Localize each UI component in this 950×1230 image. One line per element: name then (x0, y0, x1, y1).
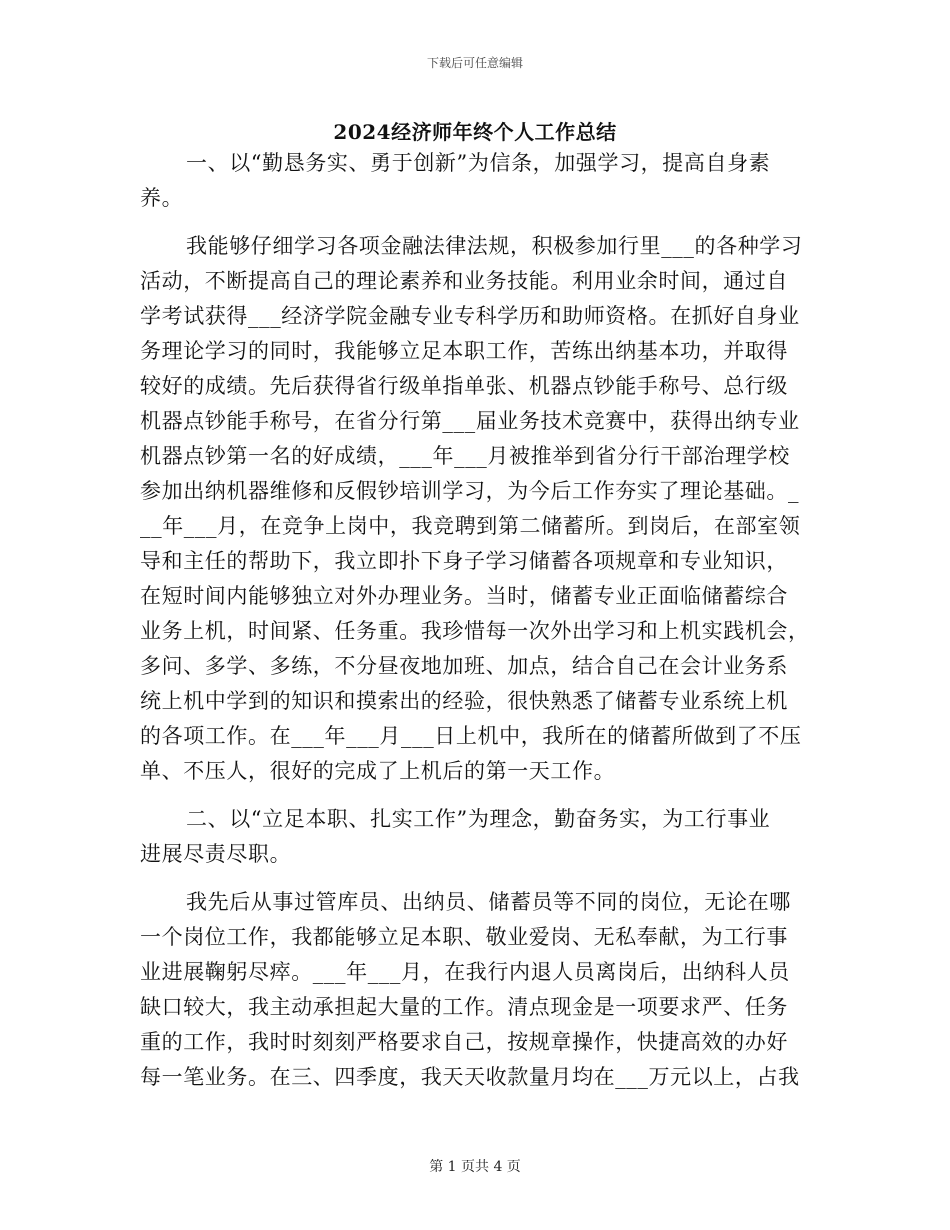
body-line-3: 我能够仔细学习各项金融法律法规，积极参加行里___的各种学习 (186, 234, 803, 258)
body-line-7: 较好的成绩。先后获得省行级单指单张、机器点钞能手称号、总行级 (140, 374, 788, 398)
body-line-21: 我先后从事过管库员、出纳员、储蓄员等不同的岗位，无论在哪 (186, 890, 791, 914)
body-line-25: 重的工作，我时时刻刻严格要求自己，按规章操作，快捷高效的办好 (140, 1030, 788, 1054)
body-line-18: 单、不压人，很好的完成了上机后的第一天工作。 (140, 759, 616, 783)
body-line-22: 一个岗位工作，我都能够立足本职、敬业爱岗、无私奉献，为工行事 (140, 925, 788, 949)
document-body (140, 146, 810, 1095)
body-line-5: 学考试获得___经济学院金融专业专科学历和助师资格。在抓好自身业 (140, 304, 800, 328)
body-line-9: 机器点钞第一名的好成绩，___年___月被推举到省分行干部治理学校 (140, 444, 790, 468)
body-line-14: 业务上机，时间紧、任务重。我珍惜每一次外出学习和上机实践机会， (140, 619, 810, 643)
body-line-4: 活动，不断提高自己的理论素养和业务技能。利用业余时间，通过自 (140, 269, 788, 293)
document-title: 2024经济师年终个人工作总结 (333, 120, 617, 144)
body-line-24: 缺口较大，我主动承担起大量的工作。清点现金是一项要求严、任务 (140, 995, 788, 1019)
body-line-6: 务理论学习的同时，我能够立足本职工作，苦练出纳基本功，并取得 (140, 339, 788, 363)
body-line-11: __年___月，在竞争上岗中，我竞聘到第二储蓄所。到岗后，在部室领 (140, 514, 801, 538)
body-line-8: 机器点钞能手称号，在省分行第___届业务技术竞赛中，获得出纳专业 (140, 409, 800, 433)
body-line-20: 进展尽责尽职。 (140, 842, 292, 866)
body-line-2: 养。 (140, 186, 184, 210)
body-line-19: 二、以“立足本职、扎实工作”为理念，勤奋务实，为工行事业 (186, 807, 771, 831)
body-line-1: 一、以“勤恳务实、勇于创新”为信条，加强学习，提高自身素 (186, 151, 771, 175)
page-number: 第 1 页共 4 页 (429, 1159, 521, 1175)
body-line-17: 的各项工作。在___年___月___日上机中，我所在的储蓄所做到了不压 (140, 724, 802, 748)
body-line-16: 统上机中学到的知识和摸索出的经验，很快熟悉了储蓄专业系统上机 (140, 689, 788, 713)
header-note: 下载后可任意编辑 (426, 56, 523, 70)
body-line-10: 参加出纳机器维修和反假钞培训学习，为今后工作夯实了理论基础。_ (140, 479, 800, 503)
body-line-15: 多问、多学、多练，不分昼夜地加班、加点，结合自己在会计业务系 (140, 654, 788, 678)
body-line-12: 导和主任的帮助下，我立即扑下身子学习储蓄各项规章和专业知识， (140, 549, 788, 573)
body-line-26: 每一笔业务。在三、四季度，我天天收款量月均在___万元以上，占我 (140, 1065, 800, 1089)
body-line-23: 业进展鞠躬尽瘁。___年___月，在我行内退人员离岗后，出纳科人员 (140, 960, 790, 984)
body-line-13: 在短时间内能够独立对外办理业务。当时，储蓄专业正面临储蓄综合 (140, 584, 788, 608)
